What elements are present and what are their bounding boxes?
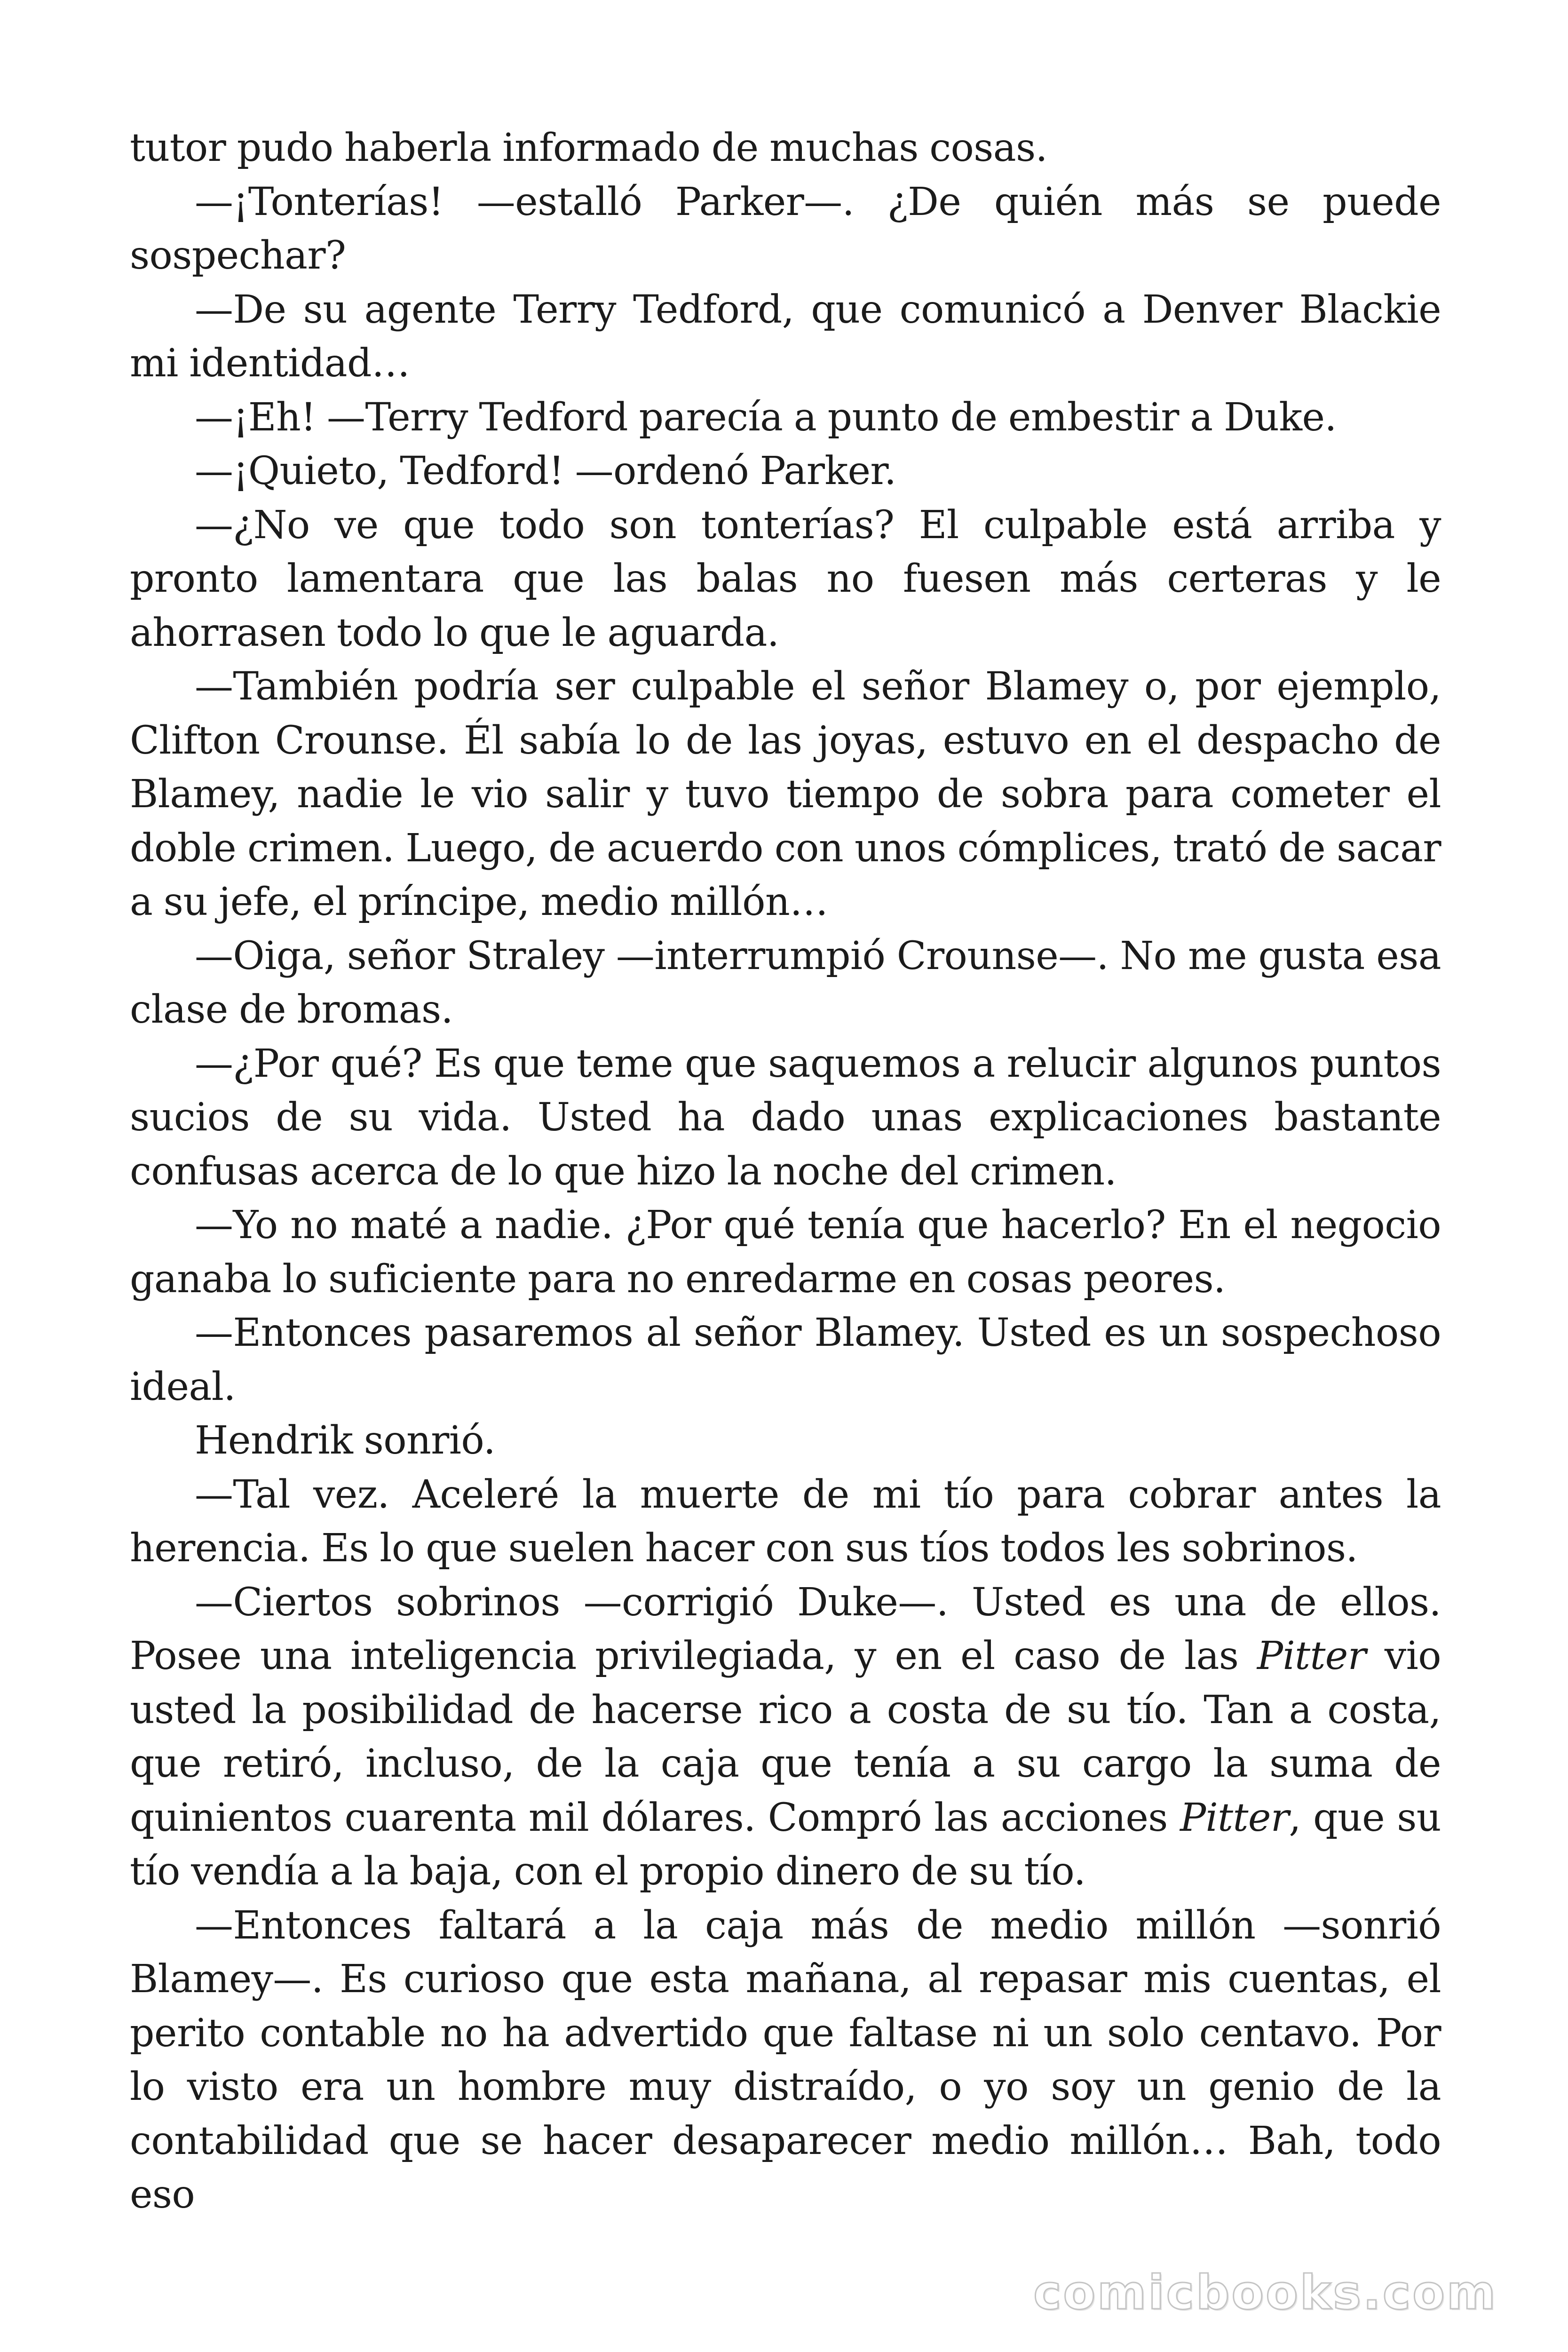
paragraph-9: —¿Por qué? Es que teme que saquemos a relucir algunos puntos sucios de su vida. Usted ha dado unas explicaciones bastante confusas acerca de lo que hizo la noche del crimen. <box>130 1041 1441 1194</box>
paragraph-1: tutor pudo haberla informado de muchas cosas. <box>130 126 1048 170</box>
paragraph-8: —Oiga, señor Straley —interrumpió Crounse—. No me gusta esa clase de bromas. <box>130 933 1441 1032</box>
paragraph-2: —¡Tonterías! —estalló Parker—. ¿De quién más se puede sospechar? <box>130 179 1441 278</box>
paragraph-5: —¡Quieto, Tedford! —ordenó Parker. <box>195 449 896 493</box>
watermark: comicbooks.com <box>1033 2265 1497 2320</box>
paragraph-10: —Yo no maté a nadie. ¿Por qué tenía que hacerlo? En el negocio ganaba lo suficiente para no enredarme en cosas peores. <box>130 1203 1441 1302</box>
paragraph-7: —También podría ser culpable el señor Blamey o, por ejemplo, Clifton Crounse. Él sabía lo de las joyas, estuvo en el despacho de Blamey, nadie le vio salir y tuvo tiempo de sobra para cometer el doble crimen. Luego, de acuerdo con unos cómplices, trató de sacar a su jefe, el príncipe, medio millón… <box>130 664 1441 924</box>
paragraph-15: —Entonces faltará a la caja más de medio millón —sonrió Blamey—. Es curioso que esta mañana, al repasar mis cuentas, el perito contable no ha advertido que faltase ni un solo centavo. Por lo visto era un hombre muy distraído, o yo soy un genio de la contabilidad que se hacer desaparecer medio millón… Bah, todo eso <box>130 1903 1441 2217</box>
paragraph-12: Hendrik sonrió. <box>195 1418 496 1463</box>
paragraph-13: —Tal vez. Aceleré la muerte de mi tío para cobrar antes la herencia. Es lo que suelen hacer con sus tíos todos les sobrinos. <box>130 1472 1441 1571</box>
paragraph-14-emphasis-a: Pitter <box>1257 1634 1366 1678</box>
paragraph-6: —¿No ve que todo son tonterías? El culpable está arriba y pronto lamentara que las balas no fuesen más certeras y le ahorrasen todo lo que le aguarda. <box>130 502 1441 655</box>
paragraph-14-text-b: vio usted la posibilidad de hacerse rico a costa de su tío. Tan a costa, que retiró, incluso, de la caja que tenía a su cargo la suma de quinientos cuarenta mil dólares. Compró las acciones <box>130 1634 1441 1840</box>
paragraph-14 <box>130 1576 1441 1899</box>
paragraph-3: —De su agente Terry Tedford, que comunicó a Denver Blackie mi identidad… <box>130 287 1441 386</box>
book-page <box>130 121 1441 2222</box>
paragraph-4: —¡Eh! —Terry Tedford parecía a punto de embestir a Duke. <box>195 395 1337 440</box>
paragraph-11: —Entonces pasaremos al señor Blamey. Usted es un sospechoso ideal. <box>130 1311 1441 1409</box>
paragraph-14-text-a: —Ciertos sobrinos —corrigió Duke—. Usted es una de ellos. Posee una inteligencia privilegiada, y en el caso de las <box>130 1580 1441 1678</box>
paragraph-14-emphasis-b: Pitter <box>1180 1795 1289 1840</box>
paragraph-14-text-c: , que su tío vendía a la baja, con el propio dinero de su tío. <box>130 1795 1441 1894</box>
